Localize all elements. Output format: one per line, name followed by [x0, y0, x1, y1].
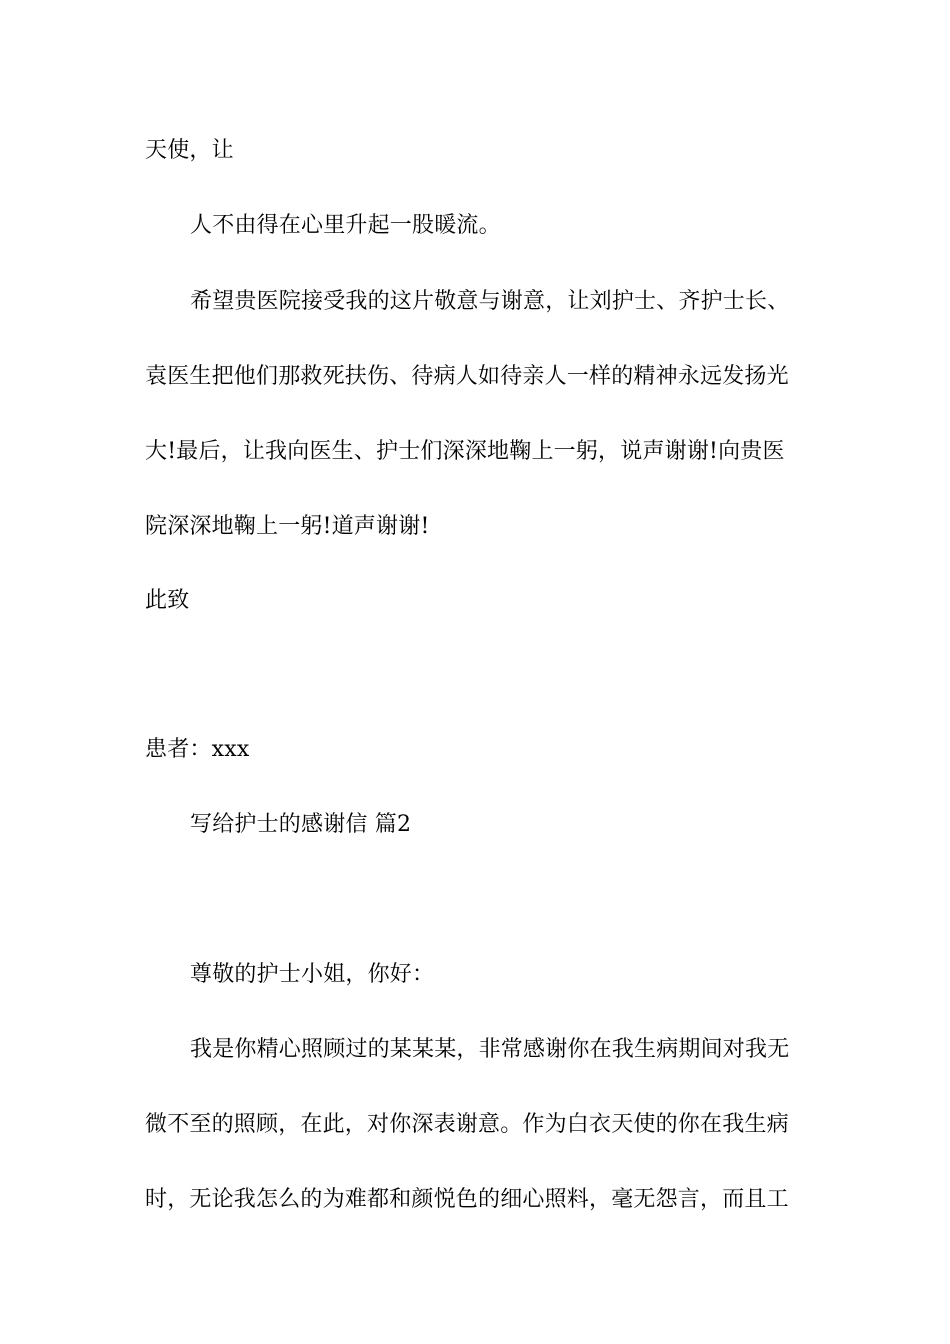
text-line: 袁医生把他们那救死扶伤、待病人如待亲人一样的精神永远发扬光	[145, 364, 789, 389]
text-line: 我是你精心照顾过的某某某，非常感谢你在我生病期间对我无	[190, 1037, 790, 1062]
text-line: 微不至的照顾，在此，对你深表谢意。作为白衣天使的你在我生病	[145, 1112, 789, 1137]
text-line: 院深深地鞠上一躬!道声谢谢!	[145, 514, 430, 539]
text-line: 时，无论我怎么的为难都和颜悦色的细心照料，毫无怨言，而且工	[145, 1187, 789, 1212]
text-line: 希望贵医院接受我的这片敬意与谢意，让刘护士、齐护士长、	[190, 289, 790, 314]
text-line: 天使，让	[145, 138, 234, 163]
letter-greeting: 尊敬的护士小姐，你好：	[190, 962, 435, 987]
closing-salutation: 此致	[145, 588, 190, 613]
text-line: 大!最后，让我向医生、护士们深深地鞠上一躬，说声谢谢!向贵医	[145, 439, 785, 464]
text-line: 人不由得在心里升起一股暖流。	[190, 213, 501, 238]
section-title: 写给护士的感谢信 篇2	[190, 812, 412, 837]
signature-line: 患者：xxx	[145, 737, 250, 762]
